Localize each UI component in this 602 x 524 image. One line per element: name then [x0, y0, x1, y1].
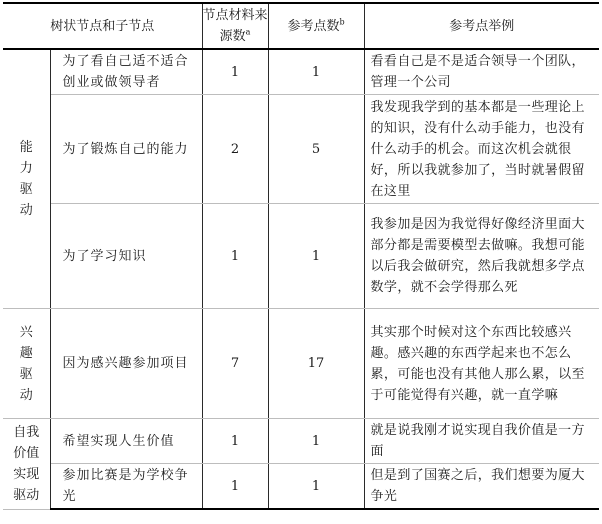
- sources-count: 1: [202, 49, 268, 95]
- example-quote: 其实那个时候对这个东西比较感兴趣。感兴趣的东西学起来也不怎么累，可能也没有其他人那么累，以至于可能觉得有兴趣，就一直学嘛: [364, 309, 599, 419]
- header-example: 参考点举例: [364, 3, 599, 49]
- parent-node-self-realization: 自我价值实现驱动: [3, 419, 50, 510]
- table-header-row: [3, 3, 599, 49]
- refs-count: 17: [268, 309, 364, 419]
- header-refs: 参考点数$^b$: [268, 3, 364, 49]
- refs-count: 1: [268, 49, 364, 95]
- header-sources: 节点材料来源数$^a$: [202, 3, 268, 49]
- sources-count: 1: [202, 464, 268, 510]
- example-quote: 但是到了国赛之后，我们想要为厦大争光: [364, 464, 599, 510]
- table-row: [3, 95, 599, 204]
- example-quote: 我发现我学到的基本都是一些理论上的知识，没有什么动手能力，也没有什么动手的机会。而这次机会就很好，所以我就参加了，当时就暑假留在这里: [364, 95, 599, 204]
- sources-count: 1: [202, 204, 268, 309]
- sources-count: 2: [202, 95, 268, 204]
- header-node: 树状节点和子节点: [3, 3, 202, 49]
- child-node: 希望实现人生价值: [50, 419, 202, 464]
- refs-count: 1: [268, 464, 364, 510]
- table-row: [3, 464, 599, 510]
- refs-count: 1: [268, 419, 364, 464]
- sources-count: 7: [202, 309, 268, 419]
- child-node: 参加比赛是为学校争光: [50, 464, 202, 510]
- refs-count: 1: [268, 204, 364, 309]
- parent-node-interest: 兴趣驱动: [3, 309, 50, 419]
- table-row: [3, 49, 599, 95]
- child-node: 为了锻炼自己的能力: [50, 95, 202, 204]
- example-quote: 看看自己是不是适合领导一个团队，管理一个公司: [364, 49, 599, 95]
- document-page: [3, 2, 599, 510]
- child-node: 因为感兴趣参加项目: [50, 309, 202, 419]
- sources-count: 1: [202, 419, 268, 464]
- table-row: [3, 419, 599, 464]
- example-quote: 我参加是因为我觉得好像经济里面大部分都是需要模型去做嘛。我想可能以后我会做研究，然后我就想多学点数学，就不会学得那么死: [364, 204, 599, 309]
- child-node: 为了学习知识: [50, 204, 202, 309]
- table-row: [3, 309, 599, 419]
- refs-count: 5: [268, 95, 364, 204]
- parent-node-ability: 能力驱动: [3, 49, 50, 309]
- coding-table: [3, 2, 599, 510]
- child-node: 为了看自己适不适合创业或做领导者: [50, 49, 202, 95]
- example-quote: 就是说我刚才说实现自我价值是一方面: [364, 419, 599, 464]
- table-row: [3, 204, 599, 309]
